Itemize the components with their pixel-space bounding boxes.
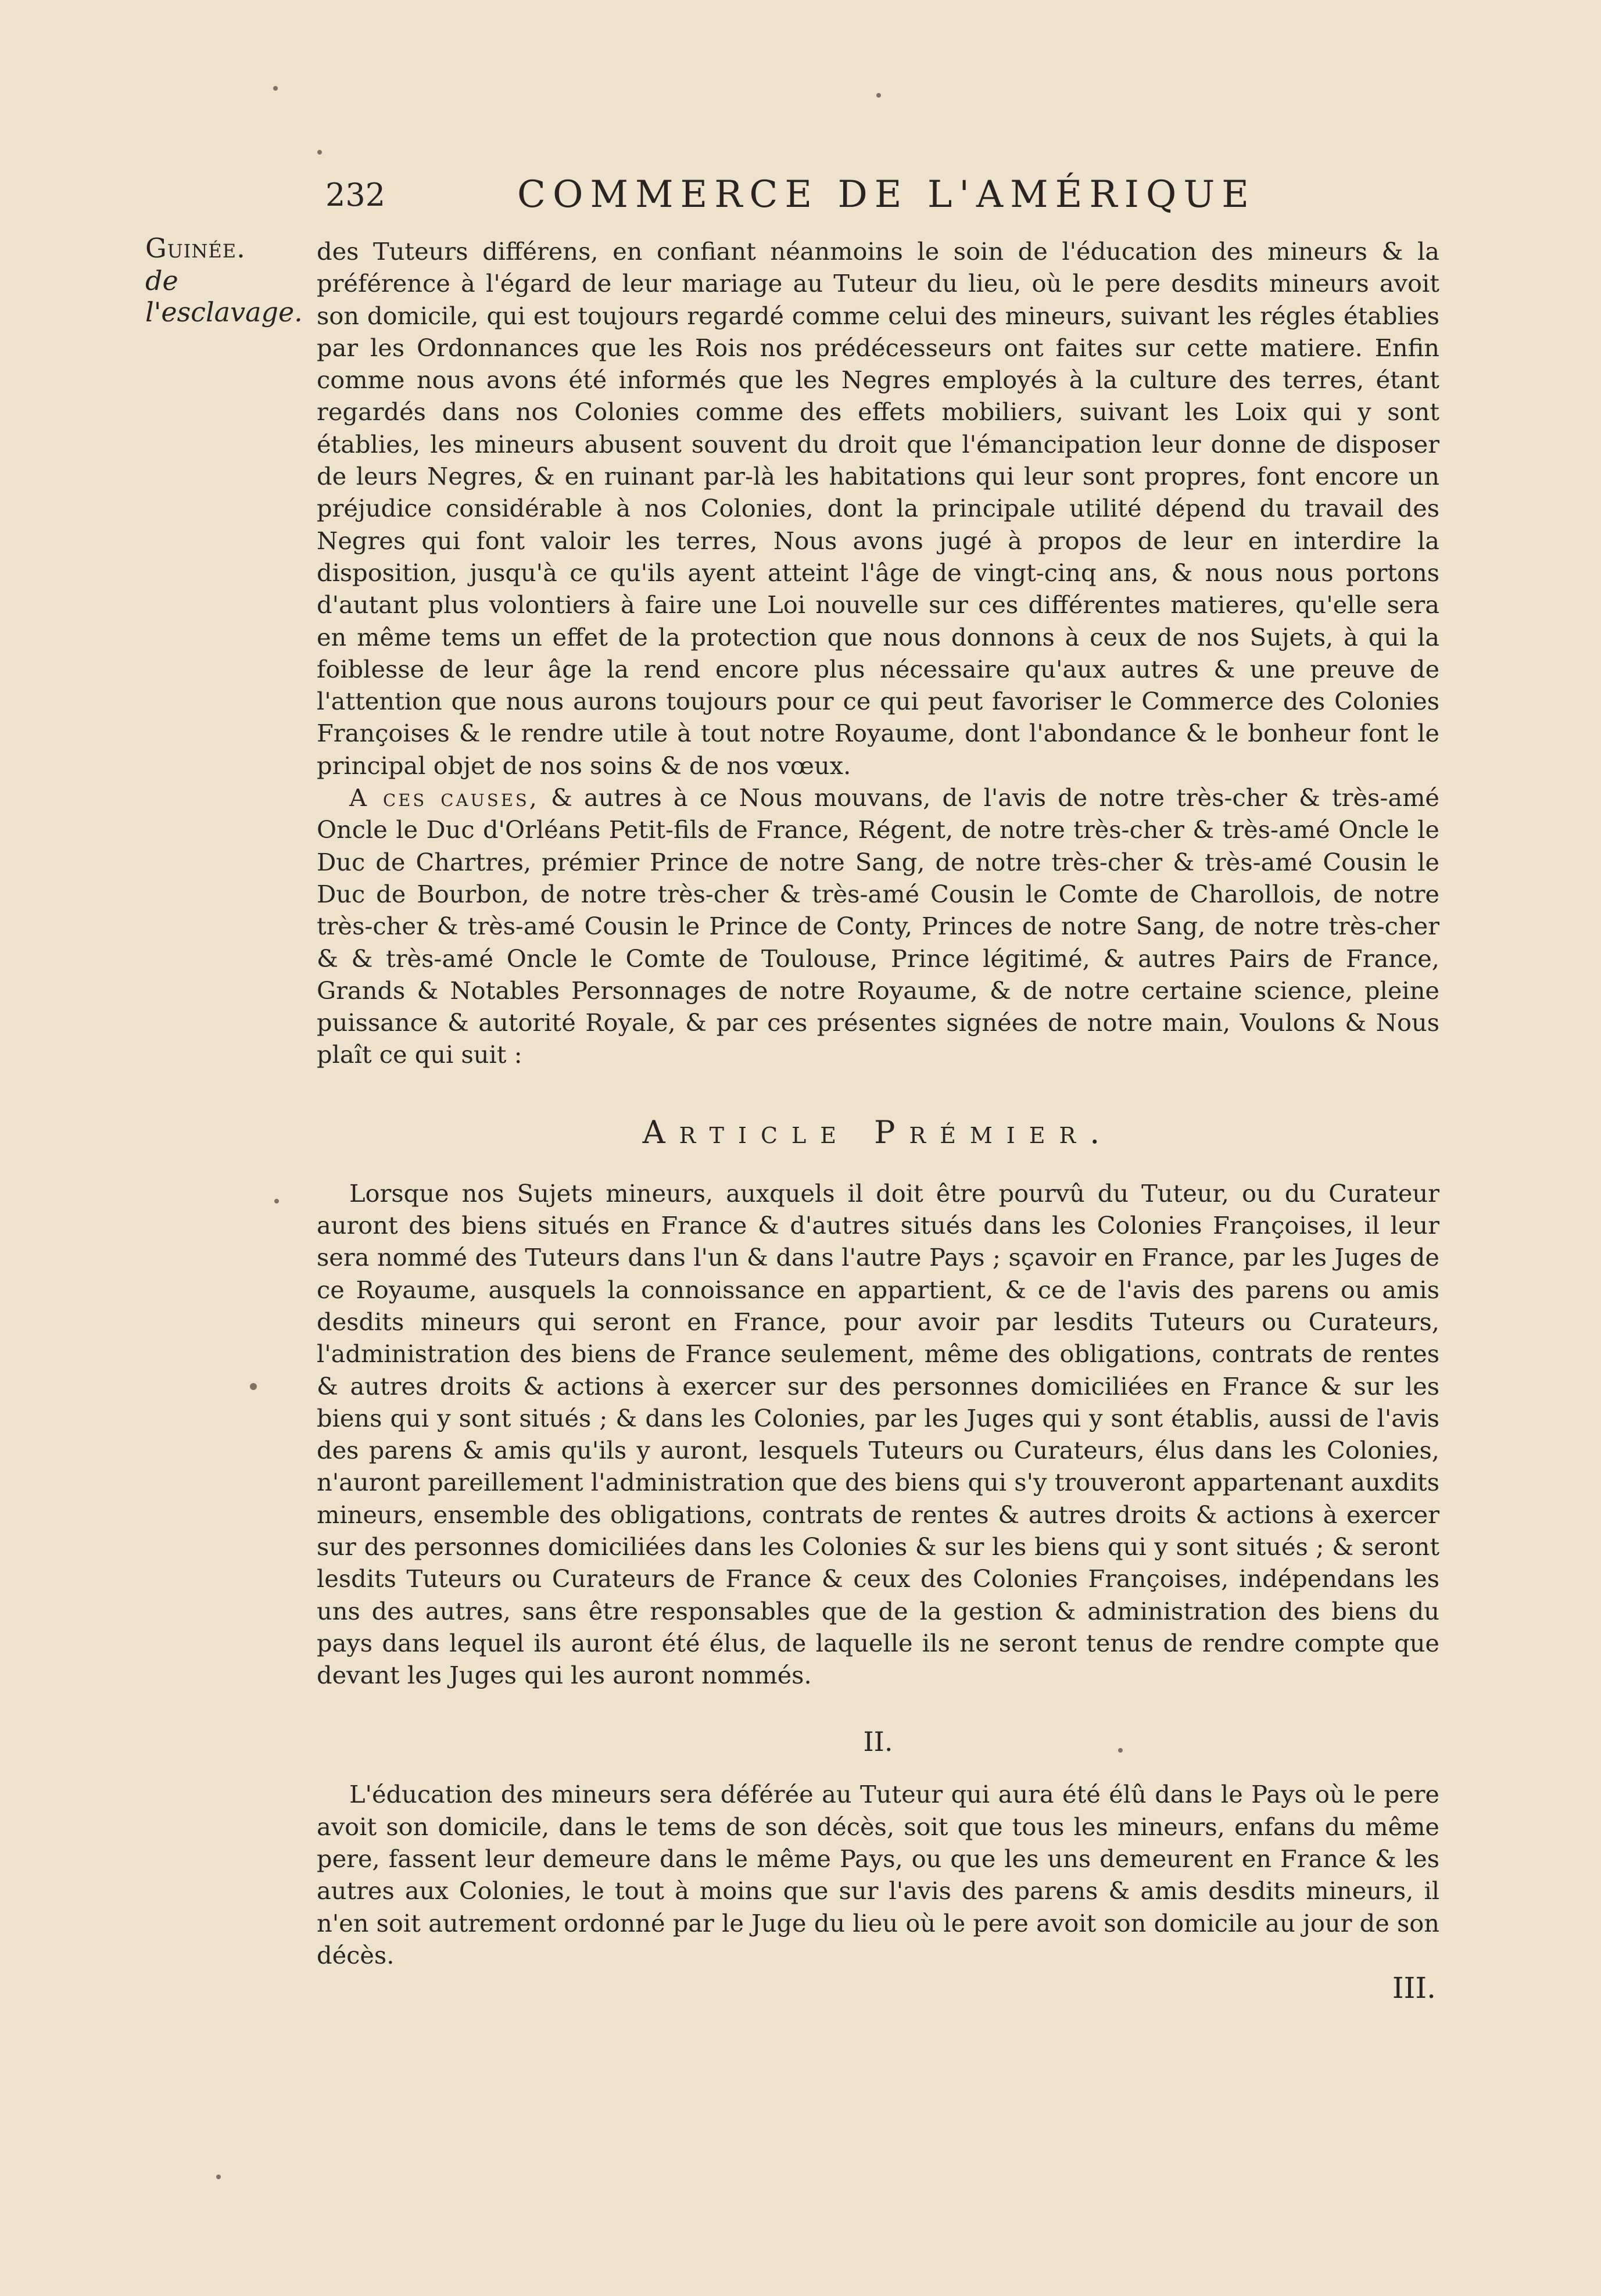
article-2-numeral: II. xyxy=(863,1726,893,1758)
page-number: 232 xyxy=(325,177,386,213)
margin-region-label: Guinée. xyxy=(145,232,246,264)
article-2-text: L'éducation des mineurs sera déférée au Tuteur qui aura été élû dans le Pays où le pere avoit son domicile, dans le tems de son décès, soit que tous les mineurs, enfans du même pere, fassent leur demeure dans le même Pays, ou que les uns demeurent en France & les autres aux Colonies, le tout à moins que sur l'avis des parens & amis desdits mineurs, il n'en soit autrement ordonné par le Juge du lieu où le pere avoit son domicile au jour de son décès. xyxy=(317,1780,1439,1969)
article-heading: Article Prémier. xyxy=(642,1113,1114,1151)
enacting-text: & autres à ce Nous mouvans, de l'avis de notre très-cher & très-amé Oncle le Duc d'Orléans Petit-fils de France, Régent, de notre très-cher & très-amé Oncle le Duc de Chartres, prémier Prince de notre Sang, de notre très-cher & très-amé Cousin le Duc de Bourbon, de notre très-cher & très-amé Cousin le Comte de Charollois, de notre très-cher & très-amé Cousin le Prince de Conty, Princes de notre Sang, de notre très-cher & & très-amé Oncle le Comte de Toulouse, Prince légitimé, & autres Pairs de France, Grands & Notables Personnages de notre Royaume, & de notre certaine science, pleine puissance & autorité Royale, & par ces présentes signées de notre main, Voulons & Nous plaît ce qui suit : xyxy=(317,783,1439,1069)
preamble-paragraph: des Tuteurs différens, en confiant néanmoins le soin de l'éducation des mineurs & la préférence à l'égard de leur mariage au Tuteur du lieu, où le pere desdits mineurs avoit son domicile, qui est toujours regardé comme celui des mineurs, suivant les régles établies par les Ordonnances que les Rois nos prédécesseurs ont faites sur cette matiere. Enfin comme nous avons été informés que les Negres employés à la culture des terres, étant regardés dans nos Colonies comme des effets mobiliers, suivant les Loix qui y sont établies, les mineurs abusent souvent du droit que l'émancipation leur donne de disposer de leurs Negres, & en ruinant par-là les habitations qui leur sont propres, font encore un préjudice considérable à nos Colonies, dont la principale utilité dépend du travail des Negres qui font valoir les terres, Nous avons jugé à propos de leur en interdire la disposition, jusqu'à ce qu'ils ayent atteint l'âge de vingt-cinq ans, & nous nous portons d'autant plus volontiers à faire une Loi nouvelle sur ces différentes matieres, qu'elle sera en même tems un effet de la protection que nous donnons à ceux de nos Sujets, à qui la foiblesse de leur âge la rend encore plus nécessaire qu'aux autres & une preuve de l'attention que nous aurons toujours pour ce qui peut favoriser le Commerce des Colonies Françoises & le rendre utile à tout notre Royaume, dont l'abondance & le bonheur font le principal objet de nos soins & de nos vœux. xyxy=(317,237,1439,780)
paper-speck xyxy=(274,1199,279,1203)
paper-speck xyxy=(216,2175,221,2179)
page-header xyxy=(314,173,1290,225)
paper-speck xyxy=(1118,1748,1123,1753)
catchword: III. xyxy=(1392,1971,1436,2005)
article-1-text: Lorsque nos Sujets mineurs, auxquels il doit être pourvû du Tuteur, ou du Curateur auront des biens situés en France & d'autres situés dans les Colonies Françoises, il leur sera nommé des Tuteurs dans l'un & dans l'autre Pays ; sçavoir en France, par les Juges de ce Royaume, ausquels la connoissance en appartient, & ce de l'avis des parens ou amis desdits mineurs qui seront en France, pour avoir par lesdits Tuteurs ou Curateurs, l'administration des biens de France seulement, même des obligations, contrats de rentes & autres droits & actions à exercer sur des personnes domiciliées en France & sur les biens qui y sont situés ; & dans les Colonies, par les Juges qui y sont établis, aussi de l'avis des parens & amis qu'ils y auront, lesquels Tuteurs ou Curateurs, élus dans les Colonies, n'auront pareillement l'administration que des biens qui s'y trouveront appartenant auxdits mineurs, ensemble des obligations, contrats de rentes & autres droits & actions à exercer sur des personnes domiciliées dans les Colonies & sur les biens qui y sont situés ; & seront lesdits Tuteurs ou Curateurs de France & ceux des Colonies Françoises, indépendans les uns des autres, sans être responsables que de la gestion & administration des biens du pays dans lequel ils auront été élus, de laquelle ils ne seront tenus de rendre compte que devant les Juges qui les auront nommés. xyxy=(317,1179,1439,1690)
paper-speck xyxy=(317,150,322,155)
running-title: COMMERCE DE L'AMÉRIQUE xyxy=(517,173,1256,216)
enacting-lead: A ces causes, xyxy=(349,783,539,812)
enacting-clause xyxy=(317,782,1439,1071)
main-text xyxy=(317,235,1439,2005)
paper-speck xyxy=(876,93,881,98)
paper-speck xyxy=(250,1383,257,1390)
margin-topic-label: de l'esclavage. xyxy=(145,265,303,328)
marginal-note xyxy=(145,232,320,328)
paper-speck xyxy=(273,86,278,91)
